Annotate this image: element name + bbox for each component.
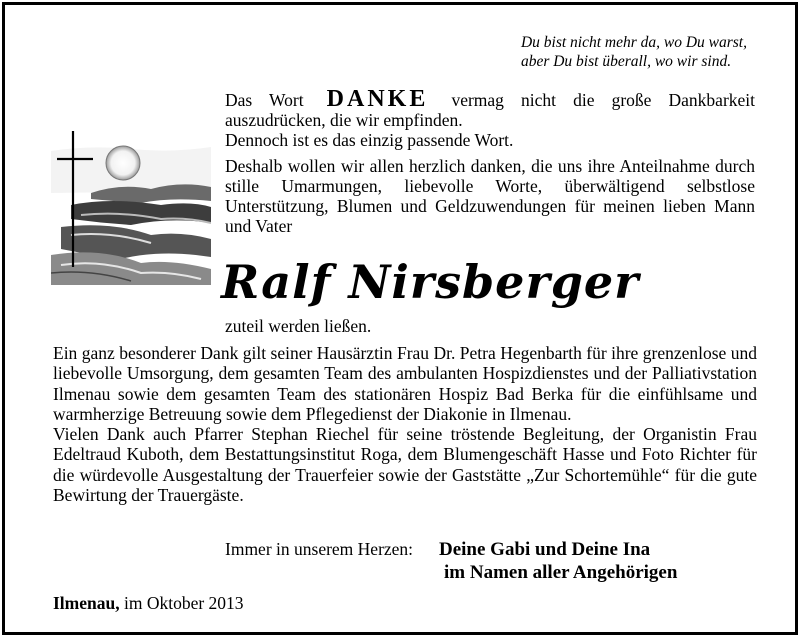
motto-line-1: Du bist nicht mehr da, wo Du warst, <box>520 34 747 51</box>
deceased-name: Ralf Nirsberger <box>221 255 640 309</box>
cross-landscape-sun-icon <box>51 131 211 285</box>
thanks-paragraph-2: Vielen Dank auch Pfarrer Stephan Riechel für seine tröstende Begleitung, der Organistin Frau Edeltraud Kuboth, dem Bestattungsinstitut Roga, dem Blumengeschäft Hasse und Foto Richter für die würdevolle Ausgestaltung der Trauerfeier sowie der Gaststätte „Zur Schortemühle“ für die gute Bewirtung der Trauergäste. <box>53 424 757 506</box>
motto-line-2: aber Du bist überall, wo wir sind. <box>520 53 732 70</box>
intro-text <box>225 86 756 236</box>
place-date <box>53 593 244 614</box>
thanks-body <box>53 343 757 505</box>
motto-quote <box>521 33 747 71</box>
signature-others: im Namen aller Angehörigen <box>444 562 678 583</box>
place-name: Ilmenau, <box>53 593 120 613</box>
signature-row-1 <box>225 538 677 561</box>
intro-dennoch: Dennoch ist es das einzig passende Wort. <box>225 130 514 150</box>
obituary-notice <box>2 2 798 635</box>
signature-block <box>225 538 677 584</box>
date-text: im Oktober 2013 <box>123 593 244 613</box>
signature-names: Deine Gabi und Deine Ina <box>439 539 651 560</box>
intro-before-danke: Das Wort <box>225 90 304 110</box>
thanks-paragraph-1: Ein ganz besonderer Dank gilt seiner Hausärztin Frau Dr. Petra Hegenbarth für ihre grenzenlose und liebevolle Umsorgung, dem gesamten Team des ambulanten Hospizdienstes und der Palliativstation Ilmenau sowie dem gesamten Team des stationären Hospiz Bad Berka für die einfühlsame und warmherzige Betreuung sowie dem Pflegedienst der Diakonie in Ilmenau. <box>53 343 757 424</box>
intro-paragraph-2: Deshalb wollen wir allen herzlich danken, die uns ihre Anteilnahme durch stille Umarmungen, liebevolle Worte, überwältigend selbstlose Unterstützung, Blumen und Geldzuwendungen für meinen lieben Mann und Vater <box>225 156 755 236</box>
intro-paragraph-1 <box>225 86 756 150</box>
danke-word: DANKE <box>326 86 429 112</box>
signature-row-2 <box>225 561 677 584</box>
zuteil-line: zuteil werden ließen. <box>225 316 372 336</box>
signature-label: Immer in unserem Herzen: <box>225 539 414 559</box>
intro-after-danke: vermag nicht die große Dankbarkeit auszudrücken, die wir empfinden. <box>225 90 756 130</box>
